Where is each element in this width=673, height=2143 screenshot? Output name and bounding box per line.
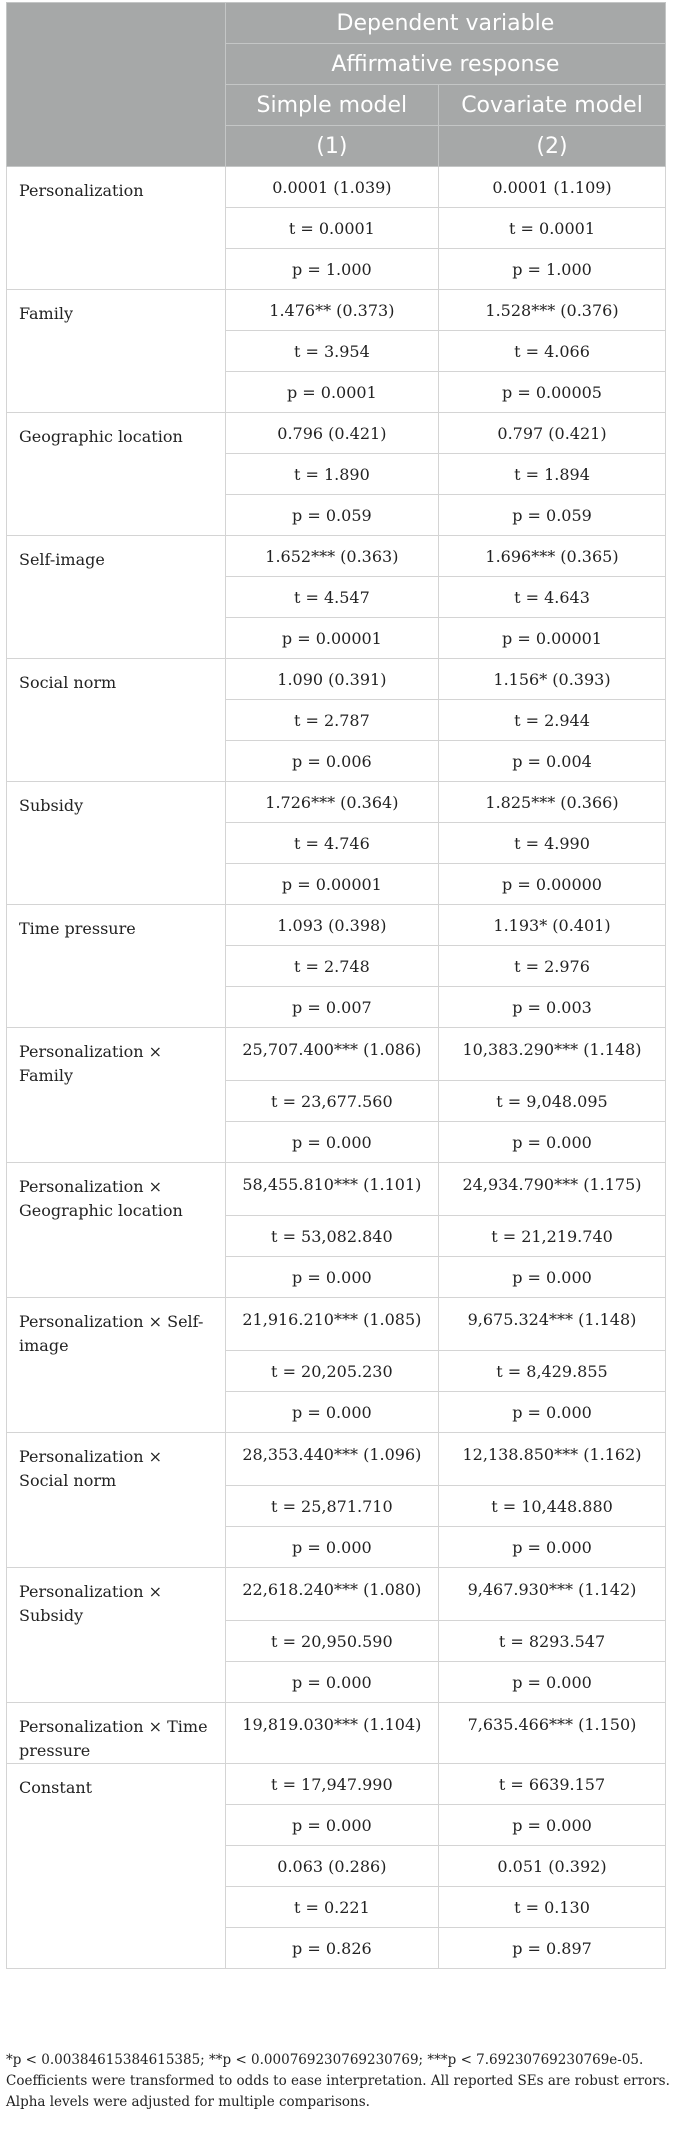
covariate-model-cell: t = 4.066: [439, 331, 666, 372]
simple-model-cell: t = 20,950.590: [225, 1621, 438, 1662]
significance-note: *p < 0.00384615384615385; **p < 0.000769230769230769; ***p < 7.69230769230769e-05.: [6, 2052, 644, 2068]
covariate-model-cell: t = 21,219.740: [439, 1216, 666, 1257]
covariate-model-cell: t = 8,429.855: [439, 1351, 666, 1392]
simple-model-cell: p = 0.007: [225, 987, 438, 1028]
covariate-model-cell: p = 0.00001: [439, 618, 666, 659]
simple-model-cell: t = 23,677.560: [225, 1081, 438, 1122]
variable-label: Social norm: [7, 659, 226, 782]
simple-model-cell: p = 1.000: [225, 249, 438, 290]
simple-model-cell: 1.726*** (0.364): [225, 782, 438, 823]
simple-model-cell: t = 25,871.710: [225, 1486, 438, 1527]
variable-label: Personalization × Family: [7, 1028, 226, 1163]
table-row: [7, 905, 666, 946]
model2-heading: Covariate model: [439, 85, 666, 126]
covariate-model-cell: 1.696*** (0.365): [439, 536, 666, 577]
simple-model-cell: 22,618.240*** (1.080): [225, 1568, 438, 1621]
covariate-model-cell: p = 0.003: [439, 987, 666, 1028]
covariate-model-cell: p = 0.000: [439, 1662, 666, 1703]
simple-model-cell: t = 2.787: [225, 700, 438, 741]
simple-model-cell: 25,707.400*** (1.086): [225, 1028, 438, 1081]
simple-model-cell: p = 0.000: [225, 1392, 438, 1433]
simple-model-cell: t = 2.748: [225, 946, 438, 987]
variable-label: Personalization × Self-image: [7, 1298, 226, 1433]
table-row: [7, 659, 666, 700]
covariate-model-cell: p = 0.897: [439, 1928, 666, 1969]
table-row: [7, 536, 666, 577]
simple-model-cell: 19,819.030*** (1.104): [225, 1703, 438, 1764]
header-corner: [7, 3, 226, 167]
covariate-model-cell: 9,467.930*** (1.142): [439, 1568, 666, 1621]
simple-model-cell: t = 4.547: [225, 577, 438, 618]
interpretation-note: Coefficients were transformed to odds to ease interpretation. All reported SEs are robust errors. Alpha levels were adjusted for multiple comparisons.: [6, 2073, 670, 2110]
covariate-model-cell: t = 4.643: [439, 577, 666, 618]
covariate-model-cell: 1.825*** (0.366): [439, 782, 666, 823]
covariate-model-cell: t = 2.976: [439, 946, 666, 987]
covariate-model-cell: p = 0.000: [439, 1527, 666, 1568]
covariate-model-cell: t = 1.894: [439, 454, 666, 495]
simple-model-cell: t = 20,205.230: [225, 1351, 438, 1392]
variable-label: Geographic location: [7, 413, 226, 536]
variable-label: Personalization × Subsidy: [7, 1568, 226, 1703]
simple-model-cell: t = 4.746: [225, 823, 438, 864]
covariate-model-cell: 0.051 (0.392): [439, 1846, 666, 1887]
table-row: [7, 413, 666, 454]
variable-label: Personalization × Social norm: [7, 1433, 226, 1568]
variable-label: Constant: [7, 1764, 226, 1969]
simple-model-cell: 21,916.210*** (1.085): [225, 1298, 438, 1351]
covariate-model-cell: p = 1.000: [439, 249, 666, 290]
table-body: [7, 167, 666, 1969]
table-row: [7, 1703, 666, 1764]
table-row: [7, 1764, 666, 1805]
table-row: [7, 782, 666, 823]
simple-model-cell: p = 0.006: [225, 741, 438, 782]
simple-model-cell: 0.0001 (1.039): [225, 167, 438, 208]
covariate-model-cell: t = 0.130: [439, 1887, 666, 1928]
simple-model-cell: t = 53,082.840: [225, 1216, 438, 1257]
covariate-model-cell: 1.156* (0.393): [439, 659, 666, 700]
simple-model-cell: 28,353.440*** (1.096): [225, 1433, 438, 1486]
covariate-model-cell: p = 0.059: [439, 495, 666, 536]
simple-model-cell: p = 0.0001: [225, 372, 438, 413]
table-row: [7, 1028, 666, 1081]
covariate-model-cell: 12,138.850*** (1.162): [439, 1433, 666, 1486]
covariate-model-cell: t = 8293.547: [439, 1621, 666, 1662]
covariate-model-cell: p = 0.000: [439, 1122, 666, 1163]
variable-label: Time pressure: [7, 905, 226, 1028]
variable-label: Personalization: [7, 167, 226, 290]
table-row: [7, 1568, 666, 1621]
covariate-model-cell: p = 0.004: [439, 741, 666, 782]
simple-model-cell: p = 0.826: [225, 1928, 438, 1969]
covariate-model-cell: 24,934.790*** (1.175): [439, 1163, 666, 1216]
covariate-model-cell: p = 0.00000: [439, 864, 666, 905]
simple-model-cell: p = 0.00001: [225, 864, 438, 905]
simple-model-cell: t = 0.221: [225, 1887, 438, 1928]
simple-model-cell: p = 0.000: [225, 1662, 438, 1703]
covariate-model-cell: 7,635.466*** (1.150): [439, 1703, 666, 1764]
simple-model-cell: 58,455.810*** (1.101): [225, 1163, 438, 1216]
covariate-model-cell: t = 6639.157: [439, 1764, 666, 1805]
simple-model-cell: 1.476** (0.373): [225, 290, 438, 331]
simple-model-cell: 0.063 (0.286): [225, 1846, 438, 1887]
covariate-model-cell: p = 0.000: [439, 1257, 666, 1298]
covariate-model-cell: t = 10,448.880: [439, 1486, 666, 1527]
simple-model-cell: t = 17,947.990: [225, 1764, 438, 1805]
simple-model-cell: t = 0.0001: [225, 208, 438, 249]
simple-model-cell: 1.652*** (0.363): [225, 536, 438, 577]
covariate-model-cell: 9,675.324*** (1.148): [439, 1298, 666, 1351]
covariate-model-cell: p = 0.00005: [439, 372, 666, 413]
covariate-model-cell: 10,383.290*** (1.148): [439, 1028, 666, 1081]
table-row: [7, 1298, 666, 1351]
covariate-model-cell: t = 9,048.095: [439, 1081, 666, 1122]
model1-number: (1): [225, 126, 438, 167]
simple-model-cell: t = 3.954: [225, 331, 438, 372]
regression-table: [6, 2, 666, 1969]
covariate-model-cell: 0.0001 (1.109): [439, 167, 666, 208]
covariate-model-cell: 1.193* (0.401): [439, 905, 666, 946]
table-row: [7, 1163, 666, 1216]
simple-model-cell: p = 0.000: [225, 1527, 438, 1568]
variable-label: Self-image: [7, 536, 226, 659]
table-row: [7, 1433, 666, 1486]
covariate-model-cell: p = 0.000: [439, 1392, 666, 1433]
covariate-model-cell: p = 0.000: [439, 1805, 666, 1846]
model1-heading: Simple model: [225, 85, 438, 126]
simple-model-cell: p = 0.000: [225, 1805, 438, 1846]
covariate-model-cell: t = 4.990: [439, 823, 666, 864]
covariate-model-cell: t = 0.0001: [439, 208, 666, 249]
simple-model-cell: p = 0.000: [225, 1257, 438, 1298]
simple-model-cell: 1.090 (0.391): [225, 659, 438, 700]
variable-label: Family: [7, 290, 226, 413]
simple-model-cell: p = 0.00001: [225, 618, 438, 659]
table-row: [7, 167, 666, 208]
table-row: [7, 290, 666, 331]
simple-model-cell: p = 0.059: [225, 495, 438, 536]
variable-label: Personalization × Time pressure: [7, 1703, 226, 1764]
simple-model-cell: t = 1.890: [225, 454, 438, 495]
dependent-variable-heading: Dependent variable: [225, 3, 665, 44]
covariate-model-cell: 0.797 (0.421): [439, 413, 666, 454]
simple-model-cell: 1.093 (0.398): [225, 905, 438, 946]
variable-label: Personalization × Geographic location: [7, 1163, 226, 1298]
simple-model-cell: p = 0.000: [225, 1122, 438, 1163]
simple-model-cell: 0.796 (0.421): [225, 413, 438, 454]
covariate-model-cell: t = 2.944: [439, 700, 666, 741]
table-notes: [6, 2050, 670, 2113]
table-header: [7, 3, 666, 167]
model2-number: (2): [439, 126, 666, 167]
covariate-model-cell: 1.528*** (0.376): [439, 290, 666, 331]
response-heading: Affirmative response: [225, 44, 665, 85]
variable-label: Subsidy: [7, 782, 226, 905]
